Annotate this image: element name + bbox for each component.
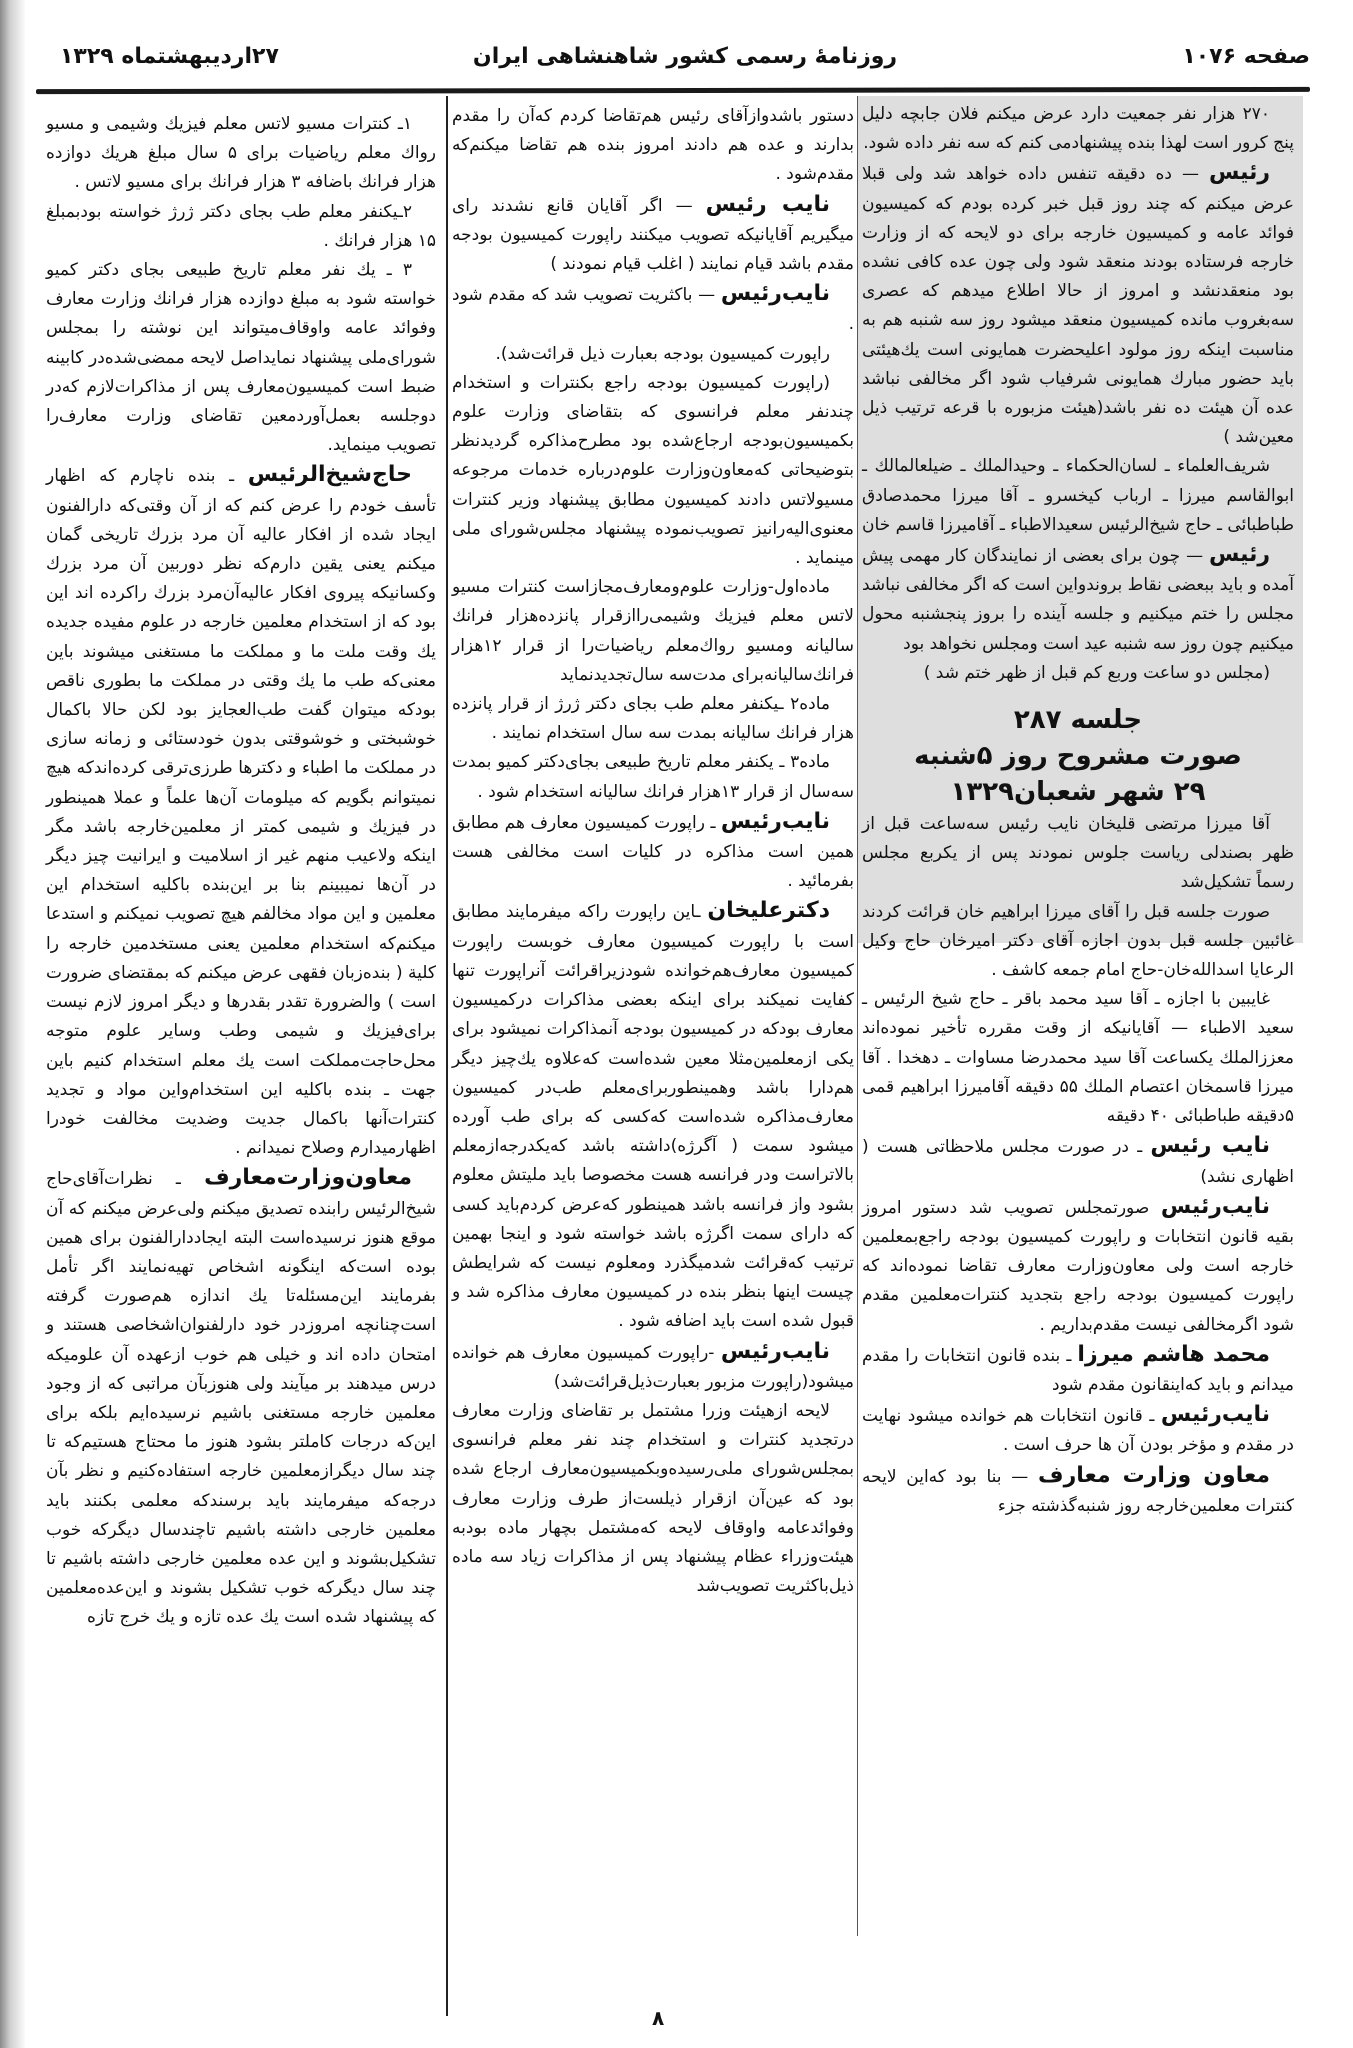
paragraph: صورت جلسه قبل را آقای میرزا ابراهیم خان قرائت کردند غائبین جلسه قبل بدون اجازه آقای دکتر امیرخان حاج وکیل الرعایا اسدالله‌خان-حاج امام جمعه کاشف . — [862, 901, 1294, 981]
speaker-name: رئیس — [1208, 160, 1270, 186]
right-column — [862, 100, 1294, 1521]
column-divider — [857, 96, 858, 1936]
paragraph: ۲ـیکنفر معلم طب بجای دکتر ژرژ خواسته بودبمبلغ ۱۵ هزار فرانك . — [46, 201, 436, 251]
paragraph: معاون وزارت معارف — بنا بود که‌این لایحه کنترات معلمین‌خارجه روز شنبه‌گذشته جزء — [862, 1462, 1294, 1516]
speaker-name: رئیس — [1208, 542, 1270, 568]
scan-shadow-edge — [0, 0, 26, 2048]
paragraph: دستور باشدوازآقای رئیس هم‌تقاضا کردم که‌آن را مقدم بدارند و عده هم دادند امروز بنده هم تقاضا میکنم‌که مقدم‌شود . — [452, 106, 854, 185]
paragraph: رئیس — ده دقیقه تنفس داده خواهد شد ولی قبلا عرض میکنم که چند روز قبل خبر کرده بودم که کمیسیون فوائد عامه و کمیسیون خارجه برای دو لایحه که از وزارت خارجه فرستاده بودند منعقد شود ولی چون عده کافی نشده بود منعقدنشد و امروز از حالا اطلاع میدهم که عصری سه‌بغروب مانده کمیسیون منعقد میشود روز سه شنبه هم به مناسبت اینکه روز مولود اعلیحضرت همایونی است یك‌هیئتی باید حضور مبارك همایونی شرفیاب شود اگر مخالفی نباشد عده آن هیئت ده نفر باشد(هیئت مزبوره با قرعه ترتیب ذیل معین‌شد ) — [862, 160, 1294, 448]
page-number: ۸ — [652, 2006, 665, 2030]
speaker-name: معاون وزارت معارف — [1038, 1462, 1271, 1488]
speaker-name: نایب‌رئیس — [720, 808, 830, 834]
middle-column — [452, 102, 854, 1601]
speaker-name: نایب‌رئیس — [720, 281, 830, 307]
session-number: جلسه ۲۸۷ — [1013, 705, 1143, 736]
paragraph: لایحه ازهیئت وزرا مشتمل بر تقاضای وزارت معارف درتجدید کنترات و استخدام چند نفر معلم فرانسوی بمجلس‌شورای ملی‌رسیده‌وبکمیسیون‌معارف ارجاع شده بود که عین‌آن ازقرار ذیلست‌از طرف وزارت معارف وفوائدعامه واوقاف لایحه که‌مشتمل بچهار ماده بود‌به هیئت‌وزراء عظام پیشنهاد پس از مذاکرات زیاد سه ماده ذیل‌باکثریت تصویب‌شد — [452, 1400, 854, 1597]
paragraph: (راپورت کمیسیون بودجه راجع بکنترات و استخدام چندنفر معلم فرانسوی که بتقاضای وزارت علوم بکمیسیون‌بودجه ارجاع‌شده بود مطرح‌مذاکره گردیدنظر بتوضیحاتی که‌معاون‌وزارت علوم‌درباره خدمات مرجوعه مسیولاتس دادند کمیسیون مطابق پیشنهاد وزیر کنترات معنوی‌الیه‌رانیز تصویب‌نموده پیشنهاد مجلس‌شورای ملی مینماید . — [452, 372, 854, 569]
page-label: صفحه ۱۰۷۶ — [1182, 44, 1310, 69]
paragraph: راپورت کمیسیون بودجه بعبارت ذیل قرائت‌شد). — [495, 343, 830, 364]
paragraph: ماده۳ ـ یکنفر معلم تاریخ طبیعی بجای‌دکتر کمیو بمدت سه‌سال از قرار ۱۳هزار فرانك سالیانه استخدام شود . — [452, 752, 854, 802]
issue-date: ۲۷اردیبهشتماه ۱۳۲۹ — [60, 44, 279, 69]
paragraph: حاج‌شیخ‌الرئیس ـ بنده ناچارم که اظهار تأسف خودم را عرض کنم که از آن وقتی‌که دارالفنون ایجاد شده از افکار عالیه آن مرد بزرك تاریخی گمان میکنم یعنی یقین دارم‌که نظر دوربین آن مرد بزرك وکسانیکه پیروی افکار عالیه‌آن‌مرد بزرك راکرده اند این بود که از استخدام معلمین خارجه در علوم مفیده جدیده یك وقت ملت ما و مملکت ما مستغنی میشوند باین معنی‌که طب ما یك وقتی در مملکت ما بطوری ناقص بود‌که میتوان گفت طب‌العجایز بود لکن حالا باکمال خوشبختی و خوشوقتی بدون خودستائی و زمانه سازی در مملکت ما اطباء و دکترها طرزی‌ترقی کرده‌اند‌که هیچ نمیتوانم بگویم که میلومات آن‌ها علماً و عملا همینطور در فیزیك و شیمی کمتر از معلمین‌خارجه باشد مگر اینکه ولاعیب منهم غیر از اسلامیت و ایرانیت چیز دیگر در آن‌ها نمیبینم بنا بر این‌بنده باکلیه استخدام این معلمین و این مواد مخالفم هیچ تصویب نمیکنم و استدعا میکنم‌که استخدام معلمین یعنی مستخدمین خارجه را کلیة ( بنده‌زبان فقهی عرض میکنم که بمقتضای ضرورت است ) والضرورة تقدر بقدرها و دیگر امروز لازم نیست برای‌فیزیك و شیمی وطب وسایر علوم متوجه محل‌حاجت‌مملکت است یك معلم استخدام کنیم باین جهت ـ بنده باکلیه این استخدام‌واین مواد و تجدید کنترات‌آنها باکمال جدیت وضدیت مخالفت خودرا اظهارمیدارم وصلاح نمیدانم . — [46, 462, 436, 1159]
paragraph: نایب‌رئیس صورتمجلس تصویب شد دستور امروز بقیه قانون انتخابات و راپورت کمیسیون بودجه راجع‌بمعلمین خارجه است ولی معاون‌وزارت معارف تقاضا نموده‌اند که راپورت کمیسیون بودجه راجع بتجدید کنترات‌معلمین مقدم شود اگرمخالفی نیست مقدم‌بداریم . — [862, 1193, 1294, 1335]
session-subtitle: صورت مشروح روز ۵شنبه — [914, 741, 1242, 772]
speaker-name: دکترعلیخان — [707, 898, 830, 924]
paragraph: معاون‌وزارت‌معارف ـ نظرات‌آقای‌حاج شیخ‌الرئیس رابنده تصدیق میکنم ولی‌عرض میکنم که آن موقع هنوز نرسیده‌است البته ایجاددارالفنون برای همین بوده است‌که اینگونه اشخاص تهیه‌نمایند اگر تأمل بفرمایند این‌مسئله‌تا یك اندازه هم‌صورت گرفته است‌چنانچه امروزدر خود دارلفنوان‌اشخاصی هستند و امتحان داده اند و خیلی هم خوب ازعهده آن علومیکه درس میدهند بر میآیند ولی هنوز‌بآن مراتبی که از وجود معلمین خارجه مستغنی باشیم نرسیده‌ایم بلکه برای این‌که درجات کاملتر بشود هنوز ما محتاج هستیم‌که تا چند سال دیگرازمعلمین خارجه استفاده‌کنیم و نظر بآن درجه‌که میفرمایند باید برسندکه معلمی بکنند باید معلمین خارجی داشته باشیم تاچندسال دیگر‌که خوب تشکیل‌بشوند و این عده معلمین خارجی داشته باشیم تا چند سال دیگرکه خوب تشکیل بشوند و این‌عده‌معلمین که پیشنهاد شده است یك عده تازه و یك خرج تازه — [46, 1165, 436, 1628]
session-heading — [862, 702, 1294, 810]
speaker-name: معاون‌وزارت‌معارف — [204, 1165, 412, 1191]
paragraph: نایب رئیس — اگر آقایان قانع نشدند رای میگیریم آقایانیکه تصویب میکنند راپورت کمیسیون بودجه مقدم باشد قیام نمایند ( اغلب قیام نمودند ) — [452, 191, 854, 275]
paragraph: نایب‌رئیس ـ راپورت کمیسیون معارف هم مطابق همین است مذاکره در کلیات است مخالفی هست بفرمائید . — [452, 808, 854, 892]
paragraph: نایب رئیس ـ در صورت مجلس ملاحظاتی هست ( اظهاری نشد) — [862, 1133, 1294, 1187]
column-divider — [446, 96, 448, 2016]
paragraph: (مجلس دو ساعت وربع کم قبل از ظهر ختم شد ) — [923, 662, 1270, 683]
paragraph: ۲۷۰ هزار نفر جمعیت دارد عرض میکنم فلان جابچه دلیل پنج کرور است لهذا بنده پیشنهادمی کنم که سه نفر داده شود. — [862, 104, 1294, 154]
paragraph: محمد هاشم میرزا ـ بنده قانون انتخابات را مقدم میدانم و باید که‌اینقانون مقدم شود — [862, 1341, 1294, 1395]
newspaper-title: روزنامهٔ رسمی کشور شاهنشاهی ایران — [472, 44, 898, 69]
paragraph: نایب‌رئیس ـ قانون انتخابات هم خوانده میشود نهایت در مقدم و مؤخر بودن آن ها حرف است . — [862, 1402, 1294, 1456]
paragraph: ۳ ـ یك نفر معلم تاریخ طبیعی بجای دکتر کمیو خواسته شود به مبلغ دوازده هزار فرانك وزارت معارف وفوائد عامه واوقاف‌میتواند این نوشته را بمجلس شورای‌ملی پیشنهاد نمایداصل لایحه ممضی‌شده‌در کابینه ضبط است کمیسیون‌معارف پس از مذاکرات‌لازم که‌در دوجلسه بعمل‌آوردمعین تقاضای وزارت معارف‌را تصویب مینماید. — [46, 260, 436, 456]
paragraph: غایبین با اجازه ـ آقا سید محمد باقر ـ حاج شیخ الرئیس ـ سعید الاطباء — آقایانیکه از وقت مقرره تأخیر نموده‌اند معززالملك یکساعت آقا سید محمدرضا مساوات ـ دهخدا . آقا میرزا قاسمخان اعتصام الملك ۵۵ دقیقه آقامیرزا ابراهیم قمی ۵دقیقه طباطبائی ۴۰ دقیقه — [862, 989, 1294, 1127]
paragraph: ماده۲ ـیکنفر معلم طب بجای دکتر ژرژ از قرار پانزده هزار فرانك سالیانه بمدت سه سال استخدام نمایند . — [452, 694, 854, 744]
page-header — [60, 44, 1310, 84]
paragraph: شریف‌العلماء ـ لسان‌الحکماء ـ وحیدالملك ـ ضیلعالمالك ـ ابوالقاسم میرزا ـ ارباب کیخسرو ـ آقا میرزا محمدصادق طباطبائی ـ حاج شیخ‌الرئیس سعیدالاطباء ـ آقامیرزا قاسم خان — [862, 456, 1294, 535]
speaker-name: نایب رئیس — [705, 191, 830, 217]
header-rule — [36, 87, 1310, 94]
paragraph: رئیس — چون برای بعضی از نمایندگان کار مهمی پیش آمده و باید ببعضی نقاط بروندواین است که اگر مخالفی نباشد مجلس را ختم میکنیم و جلسه آینده را بروز پنجشنبه محول میکنیم چون روز سه شنبه عید است ومجلس نخواهد بود — [862, 542, 1294, 654]
speaker-name: نایب‌رئیس — [1160, 1193, 1270, 1219]
paragraph: دکترعلیخان ـاین راپورت راکه میفرمایند مطابق است با راپورت کمیسیون معارف خوبست راپورت کمیسیون معارف‌هم‌خوانده شودزیراقرائت آنراپورت تنها کفایت نمیکند برای اینکه بعضی مذاکرات درکمیسیون معارف بودکه در کمیسیون بودجه آنمذاکرات نمیشود برای یکی ازمعلمین‌مثلا معین شده‌است که‌علاوه یك‌چیز دیگر هم‌دارا باشد وهمینطوربرای‌معلم طب‌در کمیسیون معارف‌مذاکره شده‌است که‌کسی که برای طب آورده میشود سمت ( آگرژه)داشته باشد که‌یکدرجه‌ازمعلم بالاتراست ودر فرانسه هست مخصوصا باید ملیتش معلوم بشود واز فرانسه باشد همینطور که‌عرض کردم‌باید کسی که دارای سمت اگرژه باشد خواسته شود و اینجا بهمین ترتیب که‌قرائت شدمیگذرد ومعلوم نیست که شرایطش چیست اینها بنظر بنده در کمیسیون معارف مذاکره شد و قبول شده است باید اضافه شود . — [452, 898, 854, 1332]
speaker-name: نایب‌رئیس — [720, 1338, 830, 1364]
paragraph: آقا میرزا مرتضی قلیخان نایب رئیس سه‌ساعت قبل از ظهر بصندلی ریاست جلوس نمودند پس از یکربع مجلس رسماً تشکیل‌شد — [862, 814, 1294, 893]
speaker-name: نایب رئیس — [1150, 1133, 1270, 1159]
paragraph: ۱ـ کنترات مسیو لاتس معلم فیزیك وشیمی و مسیو رواك معلم ریاضیات برای ۵ سال مبلغ هریك دوازده هزار فرانك باضافه ۳ هزار فرانك برای مسیو لاتس . — [46, 114, 436, 193]
paragraph: ماده‌اول-وزارت علوم‌ومعارف‌مجازاست کنترات مسیو لاتس معلم فیزیك وشیمی‌رااز‌قرار پانزده‌هزار فرانك سالیانه ومسیو رواك‌معلم ریاضیات‌را از قرار ۱۲هزار فرانك‌سالیانه‌برای مدت‌سه سال‌تجدیدنماید — [452, 577, 854, 685]
paragraph: نایب‌رئیس — باکثریت تصویب شد که مقدم شود . — [452, 281, 854, 335]
left-column — [46, 110, 436, 1633]
paragraph: نایب‌رئیس -راپورت کمیسیون معارف هم خوانده میشود(راپورت مزبور بعبارت‌ذیل‌قرائت‌شد) — [452, 1338, 854, 1392]
speaker-name: حاج‌شیخ‌الرئیس — [247, 462, 412, 488]
speaker-name: محمد هاشم میرزا — [1077, 1341, 1270, 1367]
shaded-section — [862, 100, 1294, 688]
session-date: ۲۹ شهر شعبان۱۳۲۹ — [950, 777, 1206, 808]
speaker-name: نایب‌رئیس — [1160, 1402, 1270, 1428]
